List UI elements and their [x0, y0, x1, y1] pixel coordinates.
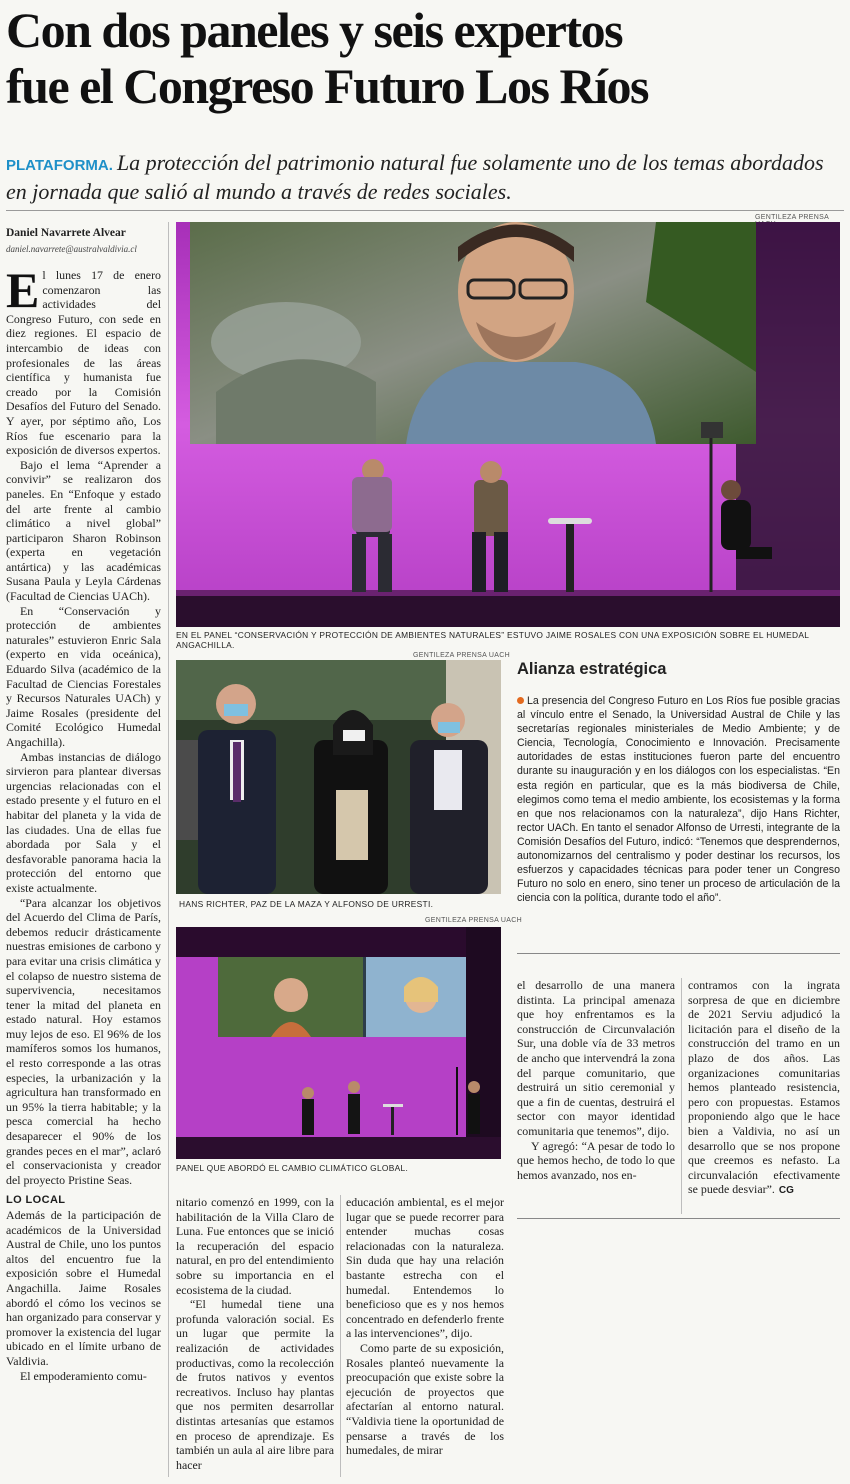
body-column-3: [346, 1195, 504, 1458]
column-2-paragraph-a: nitario comenzó en 1999, con la habilitación de la Villa Claro de Luna. Fue entonces que se inició la recuperación del espacio natural, en pro del entendimiento sobre su importancia en el ecosistema de la ciudad.: [176, 1195, 334, 1297]
paragraph-3: En “Conservación y protección de ambientes naturales” estuvieron Enric Sala (experto en vida oceánica), Eduardo Silva (académico de la Facultad de Ciencias Forestales y Recursos Naturales UACh) y Jaime Rosales (presidente del Comité Ecológico Humedal Angachilla).: [6, 603, 161, 749]
section-tag: PLATAFORMA.: [6, 157, 113, 174]
paragraph-6: Además de la participación de académicos de la Universidad Austral de Chile, uno los puntos altos del encuentro fue la exposición sobre el Humedal Angachilla. Jaime Rosales abordó el cómo los vecinos se han organizado para conservar y promover la existencia del lugar ubicado en el límite urbano de Valdivia.: [6, 1208, 161, 1368]
column-bottom-rule: [517, 1218, 840, 1219]
column-2-paragraph-b: “El humedal tiene una profunda valoración social. Es un lugar que permite la realización de actividades productivas, como la recolección de frutos nativos y eventos recreativos. Incluso hay plantas que nos permiten desarrollar distintas artesanías que estamos en proceso de aprendizaje. Es también un aula al aire libre para hacer: [176, 1297, 334, 1472]
paragraph-5: “Para alcanzar los objetivos del Acuerdo del Clima de París, debemos reducir drásticamente nuestras emisiones de carbono y para evitar una crisis climática y el colapso de nuestro sistema de supervivencia, necesitamos tener la mitad del planeta en estado natural. Hoy estamos muy lejos de eso. El 96% de los mamíferos somos los humanos, el resto corresponde a las otras especies, la urbanización y la agricultura han transformado en un 95% la tierra habitable; y la pesca comercial ha hecho desaparecer el 90% de los grandes peces en el mar”, aclaró el conservacionista y creador del proyecto Pristine Seas.: [6, 895, 161, 1187]
column-divider-4-5: [681, 978, 682, 1214]
sidebar-paragraph: La presencia del Congreso Futuro en Los Ríos fue posible gracias al vínculo entre el Senado, la Universidad Austral de Chile y las secretarías regionales ministeriales de Medio Ambiente; y de Ciencia, Tecnología, Conocimiento e Innovación. Precisamente autoridades de estas instituciones fueron parte del encuentro durante su inauguración y en los diálogos con los especialistas. “En esta región en particular, que es la más biodiversa de Chile, elegimos como tema el medio ambiente, los ecosistemas y la forma en que nos relacionamos con la naturaleza”, dijo Hans Richter, rector UACh. En tanto el senador Alfonso de Urresti, integrante de la Comisión Desafíos del Futuro, indicó: “Tenemos que desprendernos, autonomizarnos del centralismo y poder destinar los recursos, los esfuerzos y capacidades técnicas para poder tener un Congreso Futuro no solo en enero, sino tener un proceso de articulación de la ciencia con la política, durante todo el año”.: [517, 695, 840, 905]
caption-main-photo: EN EL PANEL “CONSERVACIÓN Y PROTECCIÓN DE AMBIENTES NATURALES” ESTUVO JAIME ROSALES CON UNA EXPOSICIÓN SOBRE EL HUMEDAL ANGACHILLA.: [176, 630, 809, 650]
group-photo: [176, 660, 501, 894]
body-column-5: [688, 978, 840, 1199]
sidebar-text: [517, 694, 840, 905]
panel-photo: [176, 927, 501, 1159]
main-photo: [176, 222, 840, 627]
headline: [6, 2, 846, 114]
body-column-1: [6, 262, 161, 1383]
end-mark: CG: [778, 1185, 794, 1197]
paragraph-4: Ambas instancias de diálogo sirvieron para plantear diversas urgencias relacionadas con el estado presente y el futuro en el habitar del planeta y la vida de las ciudades. Una de ellas fue abordada por Sala y el desfavorable panorama hacia la protección del entorno que existe actualmente.: [6, 749, 161, 895]
sidebar-title: Alianza estratégica: [517, 660, 667, 678]
column-4-paragraph-b: Y agregó: “A pesar de todo lo que hemos hecho, de todo lo que hemos avanzado, nos en-: [517, 1138, 675, 1182]
column-divider-2-3: [340, 1195, 341, 1477]
headline-line-1: Con dos paneles y seis expertos: [6, 2, 623, 58]
panel-photo-illustration: [176, 927, 501, 1159]
headline-line-2: fue el Congreso Futuro Los Ríos: [6, 58, 648, 114]
deck: [6, 150, 846, 205]
photo-credit-main: GENTILEZA PRENSA: [755, 214, 829, 221]
column-3-paragraph-a: educación ambiental, es el mejor lugar que se puede recorrer para entender muchas cosas relacionadas con la naturaleza. Sin duda que hay una relación bastante estrecha con el humedal. Entendemos lo beneficioso que es y nos hemos concentrado en defenderlo frente a las intervenciones”, dijo.: [346, 1195, 504, 1341]
column-5-paragraph: contramos con la ingrata sorpresa de que en diciembre de 2021 Serviu adjudicó la licitación para el diseño de la construcción del tramo en un plazo de dos años. Las organizaciones comunitarias hemos planteado resistencia, pero con propuestas. Estamos proponiendo algo que le hace bien a Valdivia, no así un desarrollo que se nos propone que creemos es nefasto. La circunvalación efectivamente se puede desviar”.: [688, 978, 840, 1197]
photo-credit-panel: GENTILEZA PRENSA UACH: [425, 917, 522, 924]
main-photo-illustration: [176, 222, 840, 627]
sidebar-bullet-icon: [517, 697, 524, 704]
column-4-paragraph-a: el desarrollo de una manera distinta. La principal amenaza que hoy enfrentamos es la construcción de Circunvalación Sur, una doble vía de 33 metros de ancho que intervendrá la zona del parque comunitario, que destruirá un sitio ceremonial y que a fin de cuentas, destruirá el sector con mayor identidad comunitaria que tenemos”, dijo.: [517, 978, 675, 1138]
subhead-lo-local: LO LOCAL: [6, 1194, 66, 1207]
column-3-paragraph-b: Como parte de su exposición, Rosales planteó nuevamente la preocupación que existe sobre la ejecución de proyectos que afectarían al entorno natural. “Valdivia tiene la oportunidad de pensarse a través de los humedales, de mirar: [346, 1340, 504, 1458]
paragraph-2: Bajo el lema “Aprender a convivir” se realizaron dos paneles. En “Enfoque y estado del arte frente al cambio climático a nivel global” participaron Sharon Robinson (experta en vegetación antártica) y las académicas Susana Paula y Leyla Cárdenas (Facultad de Ciencias UACh).: [6, 457, 161, 604]
paragraph-7: El empoderamiento comu-: [20, 1368, 147, 1383]
body-column-4: [517, 978, 675, 1182]
group-photo-illustration: [176, 660, 501, 894]
caption-panel-photo: PANEL QUE ABORDÓ EL CAMBIO CLIMÁTICO GLOBAL.: [176, 1163, 409, 1173]
photo-credit-group: GENTILEZA PRENSA UACH: [413, 652, 510, 659]
deck-text: La protección del patrimonio natural fue solamente uno de los temas abordados en jornada que salió al mundo a través de redes sociales.: [6, 150, 824, 204]
header-divider: [6, 210, 844, 211]
paragraph-1: l lunes 17 de enero comenzaron las actividades del Congreso Futuro, con sede en diez regiones. El espacio de intercambio de ideas con profesionales de las áreas científica y humanista fue creado por la Comisión Desafíos del Futuro del Senado. Y ayer, por séptimo año, Los Ríos fue escenario para la exposición de diversos expertos.: [6, 268, 161, 458]
author-name: Daniel Navarrete Alvear: [6, 227, 126, 239]
caption-group-photo: HANS RICHTER, PAZ DE LA MAZA Y ALFONSO DE URRESTI.: [179, 899, 434, 909]
body-column-2: [176, 1195, 334, 1472]
drop-cap: E: [6, 262, 40, 318]
author-email[interactable]: daniel.navarrete@australvaldivia.cl: [6, 244, 137, 254]
sidebar-divider: [517, 953, 840, 954]
column-divider: [168, 222, 169, 1477]
